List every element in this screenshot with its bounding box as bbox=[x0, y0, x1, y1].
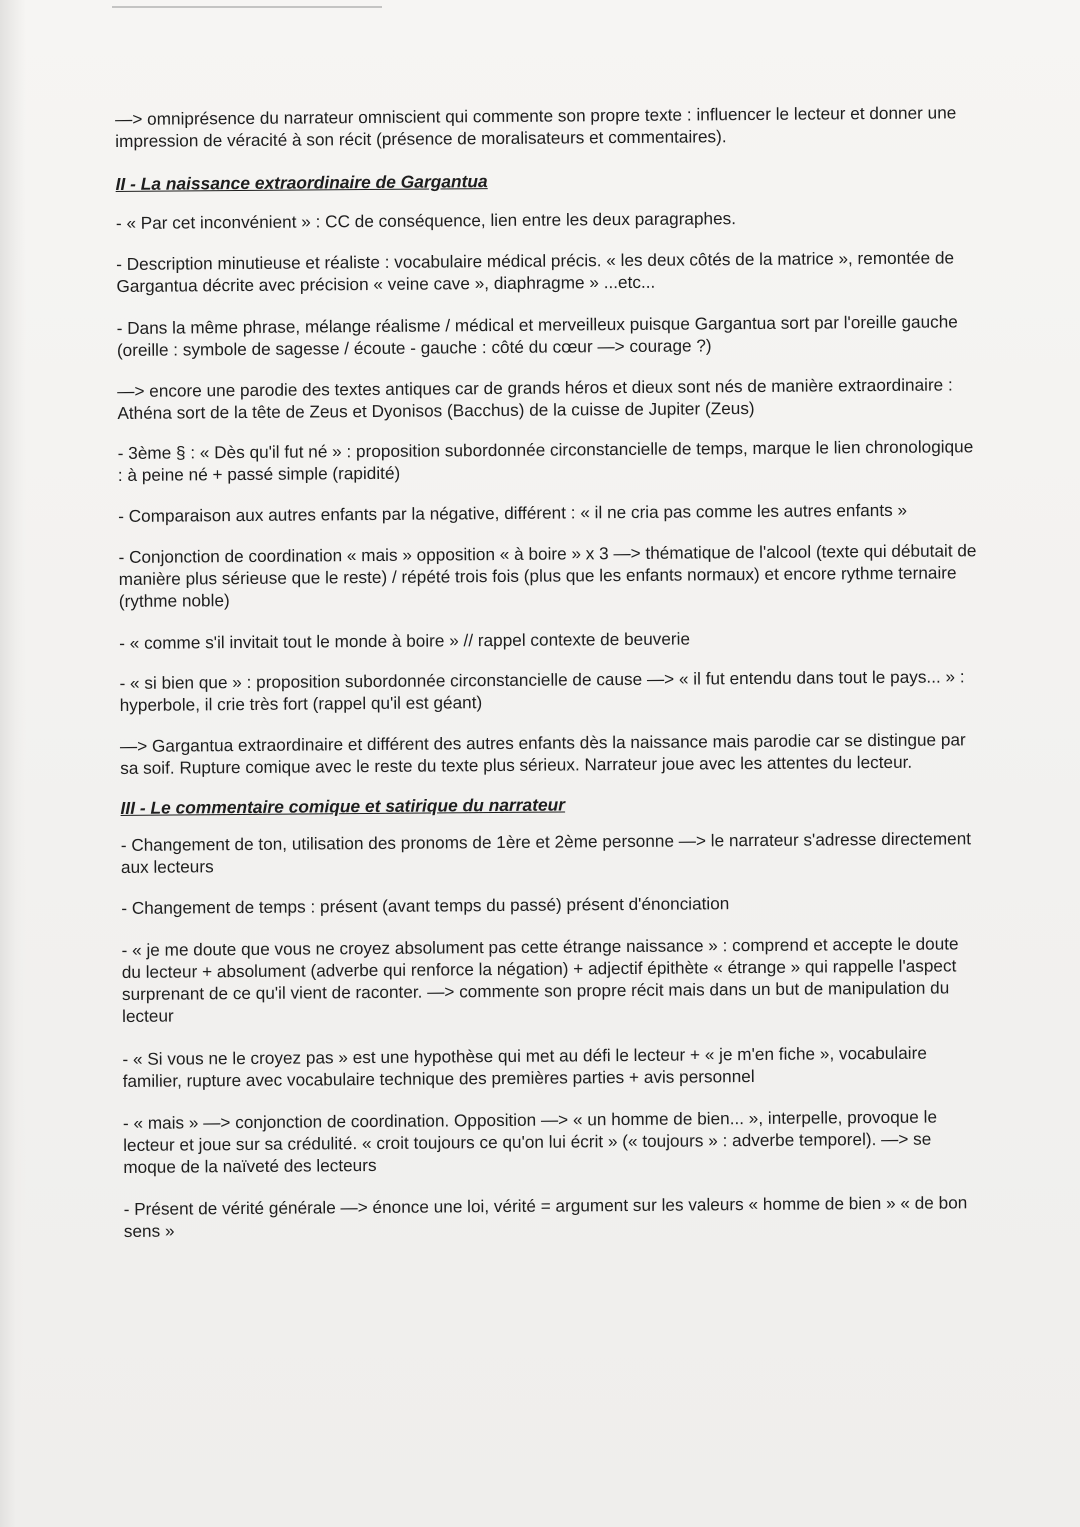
paragraph: - Changement de ton, utilisation des pronoms de 1ère et 2ème personne —> le narrateur s'adresse directement aux lecteurs bbox=[120, 828, 972, 877]
paragraph: - « Si vous ne le croyez pas » est une hypothèse qui met au défi le lecteur + « je m'en fiche », vocabulaire familier, rupture avec vocabulaire technique des premières parties + avis personnel bbox=[122, 1042, 927, 1091]
page-edge-shadow bbox=[0, 0, 26, 1527]
document-body bbox=[115, 101, 984, 1242]
paragraph: - Description minutieuse et réaliste : vocabulaire médical précis. « les deux côtés de la matrice », remontée de Gargantua décrite avec précision « veine cave », diaphragme » ...etc... bbox=[116, 247, 955, 296]
paragraph: —> encore une parodie des textes antiques car de grands héros et dieux sont nés de manière extraordinaire : Athéna sort de la tête de Zeus et Dyonisos (Bacchus) de la cuisse de Jupiter (Zeus) bbox=[117, 374, 953, 423]
section-heading-2: II - La naissance extraordinaire de Gargantua bbox=[115, 171, 488, 194]
paragraph: - Comparaison aux autres enfants par la négative, différent : « il ne cria pas comme les autres enfants » bbox=[118, 499, 908, 526]
section-heading-3: III - Le commentaire comique et satirique du narrateur bbox=[120, 794, 566, 818]
paragraph: - « si bien que » : proposition subordonnée circonstancielle de cause —> « il fut entendu dans tout le pays... » : hyperbole, il crie très fort (rappel qu'il est géant) bbox=[119, 666, 965, 715]
paragraph: - Dans la même phrase, mélange réalisme / médical et merveilleux puisque Gargantua sort par l'oreille gauche (oreille : symbole de sagesse / écoute - gauche : côté du cœur —> courage ?) bbox=[116, 311, 958, 360]
top-rule bbox=[112, 6, 382, 8]
paragraph: - « Par cet inconvénient » : CC de conséquence, lien entre les deux paragraphes. bbox=[115, 208, 737, 233]
intro-paragraph: —> omniprésence du narrateur omniscient qui commente son propre texte : influencer le lecteur et donner une impression de véracité à son récit (présence de moralisateurs et commentaires). bbox=[115, 102, 957, 151]
paragraph: - « comme s'il invitait tout le monde à boire » // rappel contexte de beuverie bbox=[119, 628, 691, 653]
paragraph: - Conjonction de coordination « mais » opposition « à boire » x 3 —> thématique de l'alcool (texte qui débutait de manière plus sérieuse que le reste) / répété trois fois (plus que les enfants normaux) et encore rythme ternaire (rythme noble) bbox=[118, 540, 977, 611]
paragraph: - Présent de vérité générale —> énonce une loi, vérité = argument sur les valeurs « homme de bien » « de bon sens » bbox=[123, 1192, 968, 1241]
paragraph: - 3ème § : « Dès qu'il fut né » : proposition subordonnée circonstancielle de temps, marque le lien chronologique : à peine né + passé simple (rapidité) bbox=[117, 436, 974, 485]
paragraph: —> Gargantua extraordinaire et différent des autres enfants dès la naissance mais parodie car se distingue par sa soif. Rupture comique avec le reste du texte plus sérieux. Narrateur joue avec les attentes du lecteur. bbox=[119, 729, 966, 778]
paragraph: - Changement de temps : présent (avant temps du passé) présent d'énonciation bbox=[121, 893, 730, 918]
paragraph: - « mais » —> conjonction de coordination. Opposition —> « un homme de bien... », interpelle, provoque le lecteur et joue sur sa crédulité. « croit toujours ce qu'on lui écrit » (« toujours » : adverbe temporel). —> se moque de la naïveté des lecteurs bbox=[122, 1106, 938, 1177]
paragraph: - « je me doute que vous ne croyez absolument pas cette étrange naissance » : comprend et accepte le doute du lecteur + absolument (adverbe qui renforce la négation) + adjectif épithète « étrange » qui rappelle l'aspect surprenant de ce qu'il vient de raconter. —> commente son propre récit mais dans un but de manipulation du lecteur bbox=[121, 933, 959, 1026]
